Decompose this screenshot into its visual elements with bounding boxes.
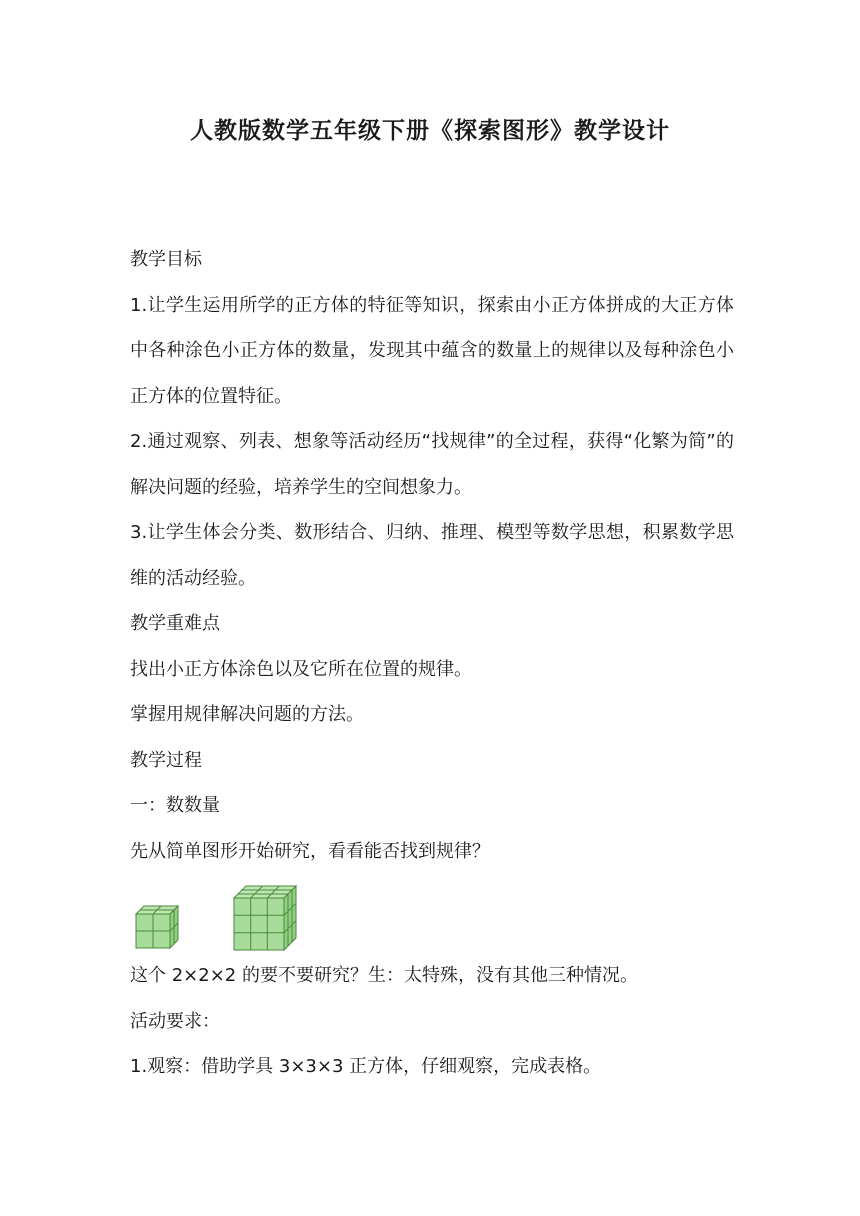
process-sub-heading: 一：数数量 — [130, 795, 220, 816]
cube-2x2x2-figure — [134, 904, 182, 950]
cube-figures — [130, 880, 350, 955]
key-point-item-1: 找出小正方体涂色以及它所在位置的规律。 — [130, 658, 472, 680]
objective-item-3: 3.让学生体会分类、数形结合、归纳、推理、模型等数学思想，积累数学思维的活动经验。 — [130, 522, 734, 589]
process-after-figure: 这个 2×2×2 的要不要研究？生：太特殊，没有其他三种情况。 — [130, 965, 638, 986]
activity-item-1: 1.观察：借助学具 3×3×3 正方体，仔细观察，完成表格。 — [130, 1056, 602, 1077]
section-heading-process: 教学过程 — [130, 749, 202, 771]
objective-item-1: 1.让学生运用所学的正方体的特征等知识，探索由小正方体拼成的大正方体中各种涂色小正方体的数量，发现其中蕴含的数量上的规律以及每种涂色小正方体的位置特征。 — [130, 294, 734, 407]
cube-3x3x3-figure — [232, 884, 298, 952]
objective-item-2: 2.通过观察、列表、想象等活动经历“找规律”的全过程，获得“化繁为简”的解决问题的经验，培养学生的空间想象力。 — [130, 431, 734, 498]
process-intro: 先从简单图形开始研究，看看能否找到规律？ — [130, 840, 490, 862]
activity-heading: 活动要求： — [130, 1010, 220, 1032]
document-body — [130, 237, 734, 874]
key-point-item-2: 掌握用规律解决问题的方法。 — [130, 704, 364, 725]
section-heading-objectives: 教学目标 — [130, 249, 202, 270]
section-heading-key-points: 教学重难点 — [130, 613, 220, 634]
document-title: 人教版数学五年级下册《探索图形》教学设计 — [190, 118, 670, 144]
document-body-continued — [130, 953, 734, 1090]
